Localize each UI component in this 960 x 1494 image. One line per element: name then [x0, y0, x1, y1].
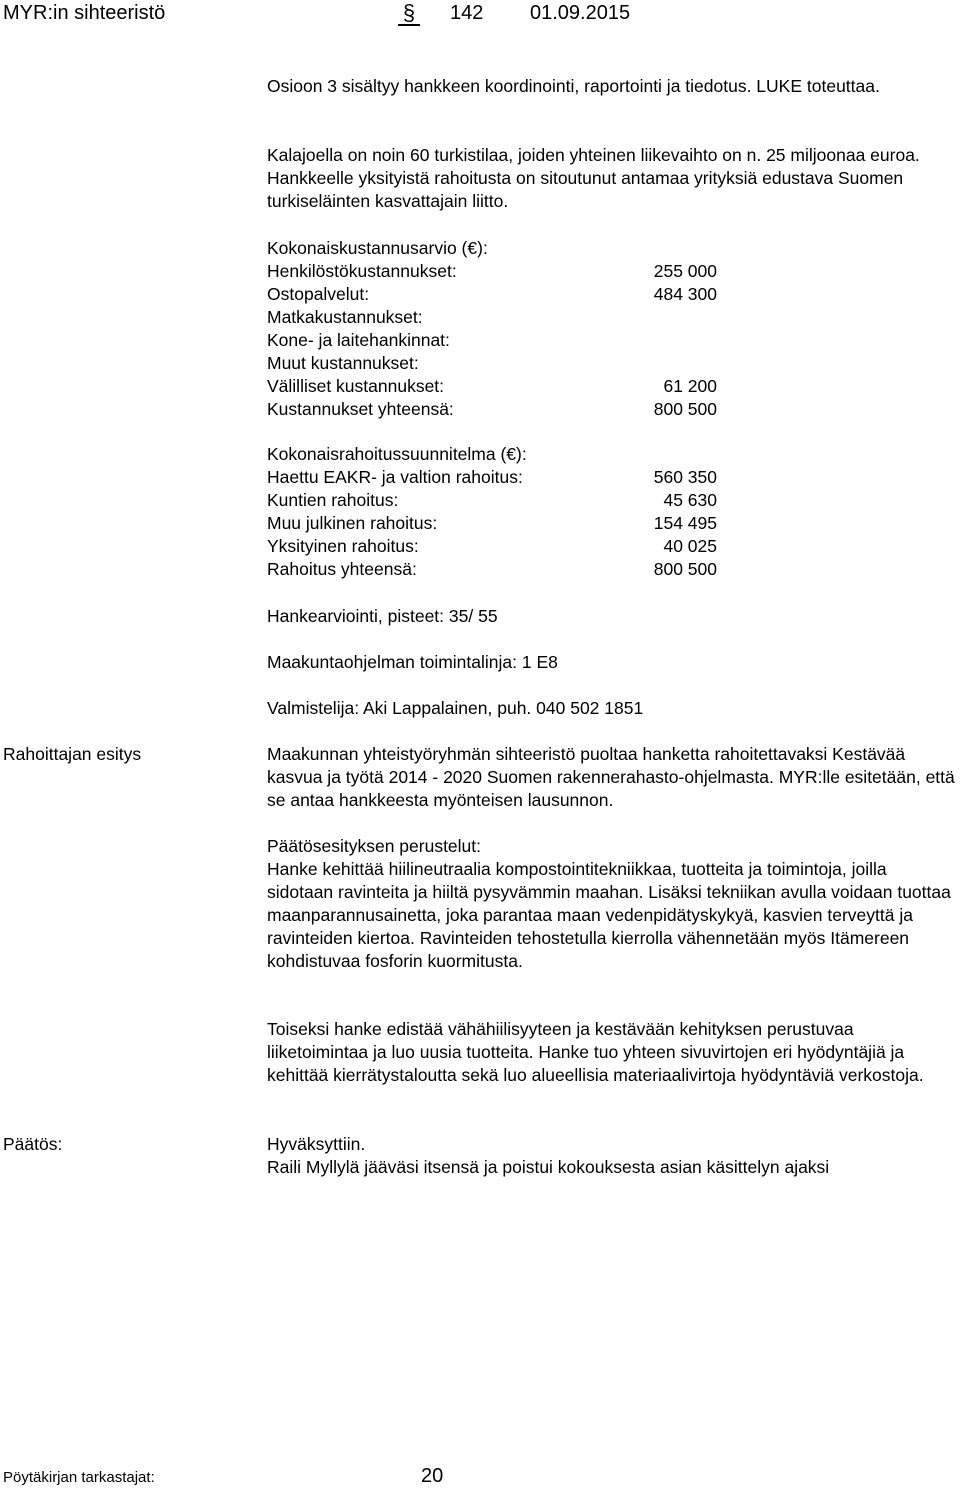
funding-title: Kokonaisrahoitussuunnitelma (€):	[267, 444, 527, 464]
row-label: Muut kustannukset:	[267, 353, 419, 373]
table-row	[267, 489, 727, 512]
table-row	[267, 283, 727, 306]
page-number: 20	[421, 1465, 444, 1487]
funding-plan-table	[267, 443, 727, 581]
row-label: Henkilöstökustannukset:	[267, 261, 457, 281]
section-mark-icon: §	[398, 2, 420, 26]
table-row	[267, 535, 727, 558]
rationale-paragraph-2: Toiseksi hanke edistää vähähiilisyyteen ja kestävään kehityksen perustuvaa liiketoimintaa ja luo uusia tuotteita. Hanke tuo yhteen sivuvirtojen eri hyödyntäjiä ja kehittää kierrätystaloutta sekä luo alueellisia materiaalivirtoja hyödyntäviä verkostoja.	[267, 1019, 924, 1085]
row-value: 484 300	[653, 284, 717, 304]
row-label: Rahoitus yhteensä:	[267, 559, 417, 579]
program-line: Maakuntaohjelman toimintalinja: 1 E8	[267, 652, 558, 672]
cost-estimate-table	[267, 237, 727, 421]
proposal-text: Maakunnan yhteistyöryhmän sihteeristö puoltaa hanketta rahoitettavaksi Kestävää kasvua ja työtä 2014 - 2020 Suomen rakennerahasto-ohjelmasta. MYR:lle esitetään, että se antaa hankkeesta myönteisen lausunnon.	[267, 744, 955, 810]
row-label: Matkakustannukset:	[267, 307, 423, 327]
table-row	[267, 375, 727, 398]
cost-title: Kokonaiskustannusarvio (€):	[267, 238, 488, 258]
row-value: 560 350	[653, 467, 717, 487]
intro-paragraph-1: Osioon 3 sisältyy hankkeen koordinointi, raportointi ja tiedotus. LUKE toteuttaa.	[267, 76, 880, 96]
meeting-date: 01.09.2015	[530, 2, 631, 24]
decision-text: Hyväksyttiin. Raili Myllylä jääväsi itsensä ja poistui kokouksesta asian käsittelyn ajaksi	[267, 1134, 830, 1177]
row-value: 800 500	[653, 559, 717, 579]
assessment-line: Hankearviointi, pisteet: 35/ 55	[267, 606, 498, 626]
rationale-title: Päätösesityksen perustelut:	[267, 836, 482, 856]
table-row	[267, 398, 727, 421]
row-label: Kustannukset yhteensä:	[267, 399, 454, 419]
table-row	[267, 558, 727, 581]
preparer-line: Valmistelija: Aki Lappalainen, puh. 040 502 1851	[267, 698, 644, 718]
table-row	[267, 329, 727, 352]
table-row	[267, 306, 727, 329]
row-value: 40 025	[663, 536, 717, 556]
page-footer	[3, 1465, 503, 1488]
section-number: 142	[450, 2, 484, 24]
row-value: 154 495	[653, 513, 717, 533]
row-label: Muu julkinen rahoitus:	[267, 513, 438, 533]
table-row	[267, 466, 727, 489]
decision-side-label: Päätös:	[3, 1134, 63, 1154]
row-label: Ostopalvelut:	[267, 284, 370, 304]
table-row	[267, 512, 727, 535]
row-value: 61 200	[663, 376, 717, 396]
row-value: 45 630	[663, 490, 717, 510]
proposal-side-label: Rahoittajan esitys	[3, 744, 142, 764]
row-label: Kone- ja laitehankinnat:	[267, 330, 450, 350]
organization-name: MYR:in sihteeristö	[3, 2, 166, 24]
reviewers-label: Pöytäkirjan tarkastajat:	[3, 1469, 155, 1486]
rationale-paragraph-1: Hanke kehittää hiilineutraalia kompostointitekniikkaa, tuotteita ja toimintoja, joilla sidotaan ravinteita ja hiiltä pysyvämmin maahan. Lisäksi tekniikan avulla voidaan tuottaa maanparannusainetta, joka parantaa maan vedenpidätyskykyä, kasvien terveyttä ja ravinteiden kiertoa. Ravinteiden tehostetulla kierrolla vähennetään myös Itämereen kohdistuvaa fosforin kuormitusta.	[267, 859, 951, 971]
intro-paragraph-2: Kalajoella on noin 60 turkistilaa, joiden yhteinen liikevaihto on n. 25 miljoonaa euroa. Hankkeelle yksityistä rahoitusta on sitoutunut antamaa yrityksiä edustava Suomen turkiseläinten kasvattajain liitto.	[267, 145, 920, 211]
row-value: 255 000	[653, 261, 717, 281]
row-label: Välilliset kustannukset:	[267, 376, 445, 396]
table-row	[267, 352, 727, 375]
row-value: 800 500	[653, 399, 717, 419]
row-label: Haettu EAKR- ja valtion rahoitus:	[267, 467, 523, 487]
row-label: Yksityinen rahoitus:	[267, 536, 419, 556]
row-label: Kuntien rahoitus:	[267, 490, 399, 510]
page-header	[0, 0, 960, 30]
table-row	[267, 260, 727, 283]
